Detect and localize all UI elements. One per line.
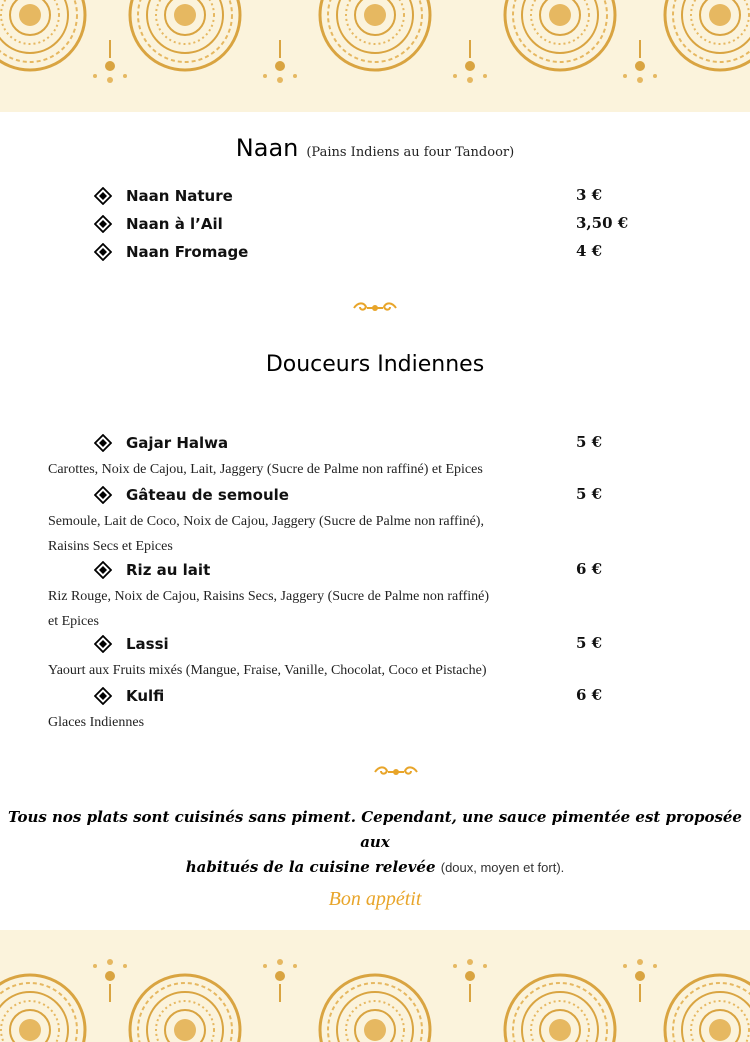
description-line: Semoule, Lait de Coco, Noix de Cajou, Jaggery (Sucre de Palme non raffiné),	[48, 514, 484, 529]
item-price: 6 €	[576, 686, 603, 704]
item-description	[48, 710, 578, 735]
diamond-bullet-icon	[94, 561, 112, 579]
bottom-ornamental-border	[0, 930, 750, 1042]
top-ornamental-border	[0, 0, 750, 112]
item-name: Kulfi	[126, 687, 165, 705]
diamond-bullet-icon	[94, 687, 112, 705]
bon-appetit: Bon appétit	[328, 888, 422, 910]
item-description	[48, 457, 578, 482]
desserts-title: Douceurs Indiennes	[265, 352, 485, 377]
item-price: 3 €	[576, 186, 603, 204]
item-name: Naan à l’Ail	[126, 215, 223, 233]
diamond-bullet-icon	[94, 434, 112, 452]
diamond-bullet-icon	[94, 635, 112, 653]
item-description	[48, 509, 578, 559]
naan-title: Naan	[235, 134, 299, 162]
description-line: Raisins Secs et Epices	[48, 539, 173, 554]
item-description	[48, 658, 608, 683]
item-name: Naan Nature	[126, 187, 233, 205]
menu-item-lassi	[94, 633, 169, 655]
mandala-border-bottom-icon	[0, 930, 750, 1042]
menu-item-gateau-semoule	[94, 484, 289, 506]
menu-item-kulfi	[94, 685, 164, 707]
item-price: 4 €	[576, 242, 603, 260]
flourish-divider-icon	[373, 765, 419, 779]
menu-item-naan-ail	[94, 213, 223, 235]
item-name: Naan Fromage	[126, 243, 249, 261]
menu-item-riz-au-lait	[94, 559, 210, 581]
naan-section-title	[0, 134, 750, 162]
flourish-divider-icon	[352, 301, 398, 315]
description-line: Yaourt aux Fruits mixés (Mangue, Fraise, Vanille, Chocolat, Coco et Pistache)	[48, 663, 487, 678]
item-description	[48, 584, 578, 634]
item-name: Gajar Halwa	[126, 434, 229, 452]
item-price: 5 €	[576, 485, 603, 503]
description-line: Riz Rouge, Noix de Cajou, Raisins Secs, Jaggery (Sucre de Palme non raffiné)	[48, 589, 490, 604]
description-line: et Epices	[48, 614, 99, 629]
diamond-bullet-icon	[94, 486, 112, 504]
note-line-2-light: (doux, moyen et fort).	[440, 860, 565, 875]
item-name: Gâteau de semoule	[126, 486, 289, 504]
naan-subtitle: (Pains Indiens au four Tandoor)	[306, 145, 515, 160]
note-line-1: Tous nos plats sont cuisinés sans piment. Cependant, une sauce pimentée est proposée aux	[8, 808, 742, 851]
spice-note	[0, 805, 750, 880]
note-line-2-bold: habitués de la cuisine relevée	[185, 858, 436, 876]
menu-item-gajar-halwa	[94, 432, 228, 454]
item-price: 3,50 €	[576, 214, 629, 232]
item-name: Riz au lait	[126, 561, 211, 579]
item-price: 5 €	[576, 433, 603, 451]
diamond-bullet-icon	[94, 243, 112, 261]
diamond-bullet-icon	[94, 187, 112, 205]
note-line-2	[0, 855, 750, 880]
menu-item-naan-fromage	[94, 241, 248, 263]
diamond-bullet-icon	[94, 215, 112, 233]
item-price: 5 €	[576, 634, 603, 652]
description-line: Glaces Indiennes	[48, 715, 145, 730]
item-price: 6 €	[576, 560, 603, 578]
menu-item-naan-nature	[94, 185, 233, 207]
description-line: Carottes, Noix de Cajou, Lait, Jaggery (Sucre de Palme non raffiné) et Epices	[48, 462, 483, 477]
mandala-border-top-icon	[0, 0, 750, 112]
item-name: Lassi	[126, 635, 169, 653]
